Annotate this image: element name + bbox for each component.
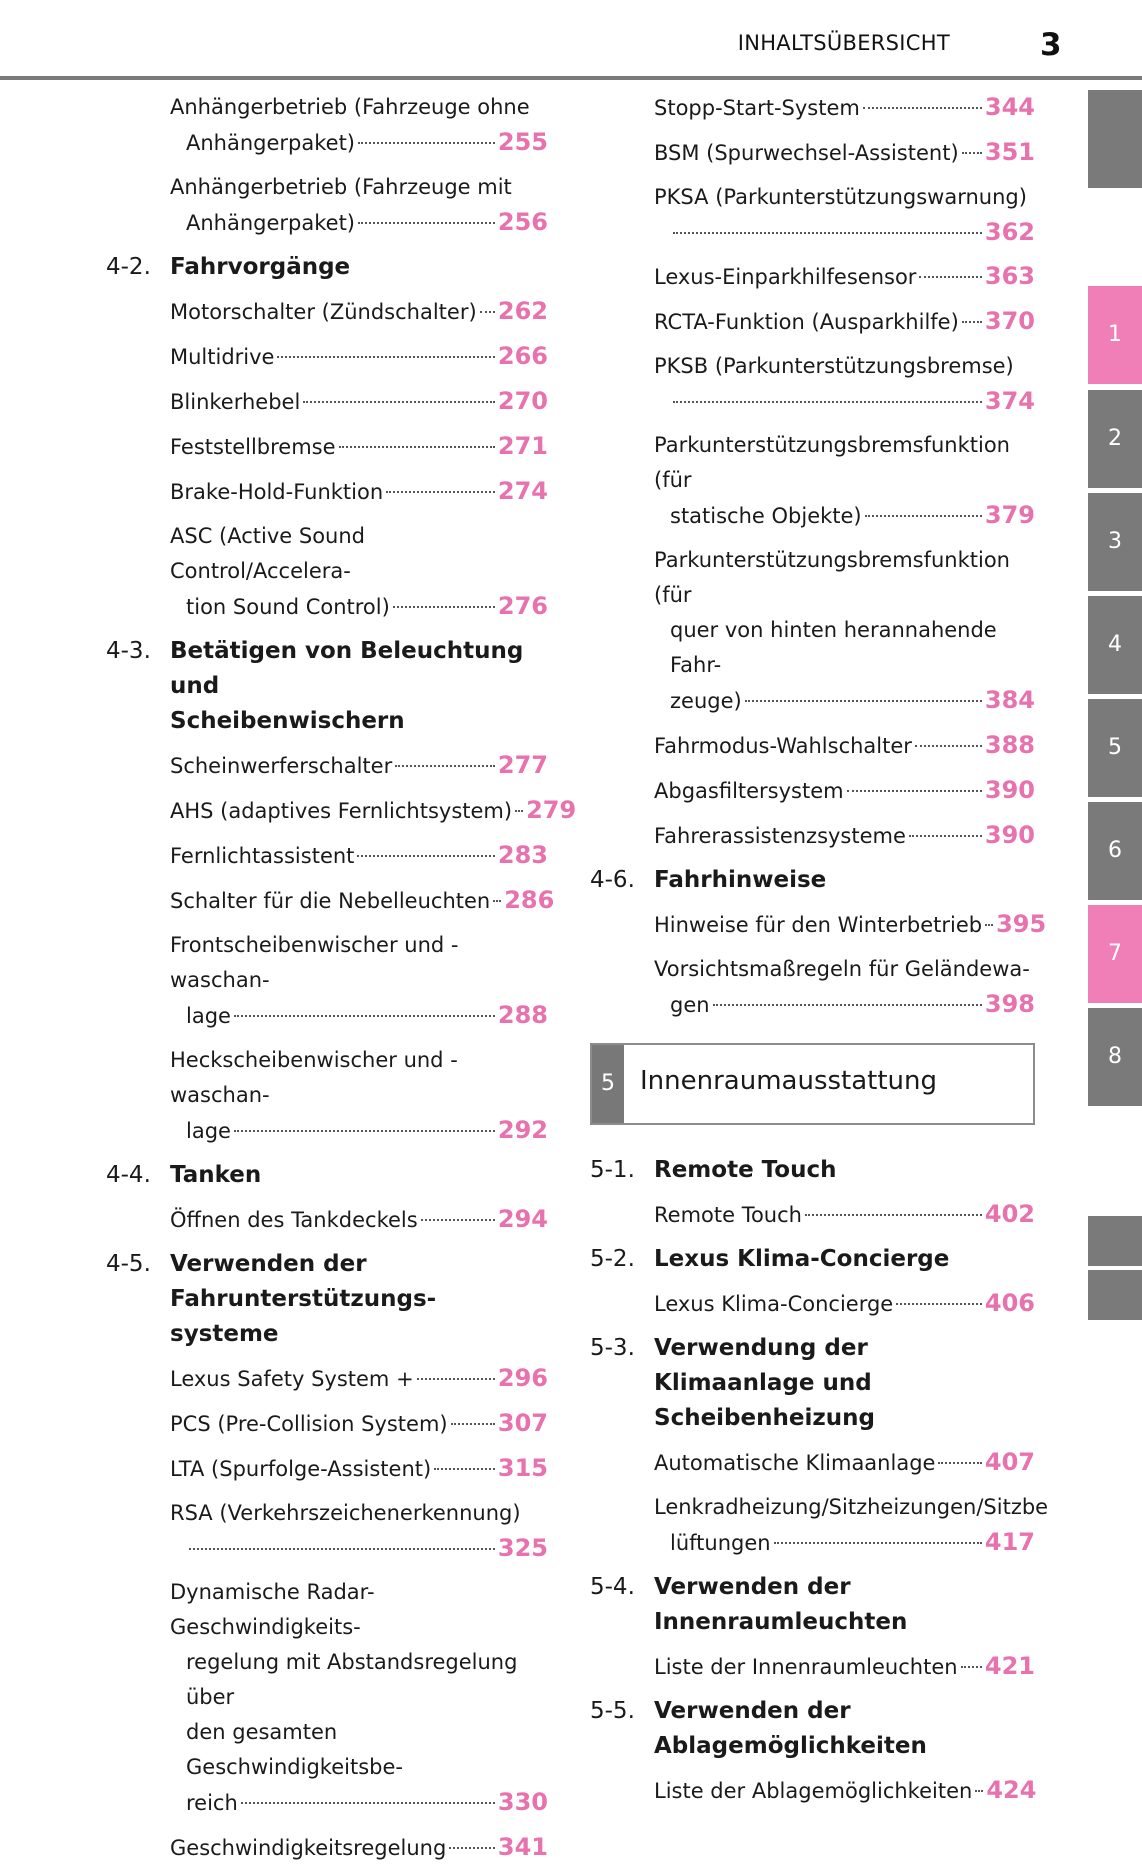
toc-entry-text: gen bbox=[670, 993, 710, 1017]
section-title: Verwenden der Ablagemöglichkeiten bbox=[654, 1698, 927, 1759]
toc-entry[interactable] bbox=[106, 1406, 548, 1442]
toc-page-link[interactable]: 262 bbox=[497, 297, 548, 325]
toc-entry-text: Parkunterstützungsbremsfunktion (für bbox=[654, 433, 1010, 492]
toc-entry-text: Parkunterstützungsbremsfunktion (für bbox=[654, 548, 1010, 607]
toc-entry-text: Liste der Innenraumleuchten bbox=[654, 1655, 958, 1679]
toc-page-link[interactable]: 270 bbox=[497, 387, 548, 415]
dot-leader bbox=[805, 1214, 982, 1216]
section-heading bbox=[590, 1153, 1035, 1188]
side-tab-8[interactable]: 8 bbox=[1088, 1008, 1142, 1106]
dot-leader bbox=[339, 446, 495, 448]
section-heading bbox=[106, 634, 548, 739]
toc-entry[interactable] bbox=[590, 1490, 1049, 1561]
toc-entry[interactable] bbox=[106, 1451, 548, 1487]
section-title: Fahrvorgänge bbox=[170, 254, 351, 280]
dot-leader bbox=[673, 232, 982, 234]
section-title: Remote Touch bbox=[654, 1157, 837, 1183]
toc-entry-text: Öffnen des Tankdeckels bbox=[170, 1208, 418, 1232]
toc-page-link[interactable]: 296 bbox=[497, 1364, 548, 1392]
dot-leader bbox=[985, 924, 993, 926]
header-divider bbox=[0, 76, 1142, 80]
toc-entry-text: statische Objekte) bbox=[670, 504, 862, 528]
section-number: 4-6. bbox=[590, 867, 635, 893]
section-title: Verwenden der Fahrunterstützungs- bbox=[170, 1251, 437, 1312]
toc-entry-text: Heckscheibenwischer und -waschan- bbox=[170, 1048, 458, 1107]
section-heading bbox=[106, 1158, 548, 1193]
toc-entry-text: Lexus Safety System + bbox=[170, 1367, 414, 1391]
chapter-title: Innenraumausstattung bbox=[640, 1066, 938, 1096]
toc-page-link[interactable]: 374 bbox=[984, 387, 1035, 415]
toc-entry-text: Motorschalter (Zündschalter) bbox=[170, 300, 477, 324]
dot-leader bbox=[189, 1548, 495, 1550]
side-tab-4[interactable]: 4 bbox=[1088, 596, 1142, 694]
toc-entry-text: regelung mit Abstandsregelung über bbox=[186, 1650, 518, 1709]
dot-leader bbox=[909, 835, 982, 837]
toc-entry[interactable] bbox=[106, 90, 548, 161]
section-title: Verwenden der Innenraumleuchten bbox=[654, 1574, 908, 1635]
toc-entry[interactable] bbox=[590, 90, 1035, 126]
section-title: Lexus Klima-Concierge bbox=[654, 1246, 950, 1272]
toc-entry[interactable] bbox=[590, 428, 1035, 534]
dot-leader bbox=[961, 1666, 982, 1668]
toc-entry[interactable] bbox=[590, 1445, 1035, 1481]
toc-entry[interactable] bbox=[106, 1496, 548, 1566]
toc-entry-text: lage bbox=[186, 1119, 231, 1143]
toc-page-link[interactable]: 379 bbox=[984, 501, 1035, 529]
toc-entry-text: quer von hinten herannahende Fahr- bbox=[670, 618, 997, 677]
dot-leader bbox=[938, 1462, 981, 1464]
toc-entry[interactable] bbox=[106, 793, 577, 829]
toc-entry[interactable] bbox=[590, 1649, 1035, 1685]
toc-page-link[interactable]: 390 bbox=[984, 776, 1035, 804]
toc-page-link[interactable]: 271 bbox=[497, 432, 548, 460]
dot-leader bbox=[962, 152, 982, 154]
toc-entry[interactable] bbox=[590, 259, 1035, 295]
dot-leader bbox=[395, 765, 495, 767]
section-heading bbox=[590, 1694, 1035, 1764]
toc-entry[interactable] bbox=[106, 429, 548, 465]
dot-leader bbox=[774, 1542, 982, 1544]
toc-entry-text: Hinweise für den Winterbetrieb bbox=[654, 913, 983, 937]
toc-entry-text: LTA (Spurfolge-Assistent) bbox=[170, 1457, 432, 1481]
toc-entry-text: PKSB (Parkunterstützungsbremse) bbox=[654, 354, 1014, 378]
side-tab-blank[interactable] bbox=[1088, 1270, 1142, 1320]
toc-entry[interactable] bbox=[590, 1197, 1035, 1233]
toc-entry-text: Abgasfiltersystem bbox=[654, 779, 844, 803]
section-title: Verwendung der Klimaanlage und bbox=[654, 1335, 872, 1396]
dot-leader bbox=[962, 321, 982, 323]
toc-entry-text: Frontscheibenwischer und -waschan- bbox=[170, 933, 459, 992]
toc-entry-text: Feststellbremse bbox=[170, 435, 336, 459]
toc-entry-text: Fernlichtassistent bbox=[170, 844, 355, 868]
toc-entry-text: RCTA-Funktion (Ausparkhilfe) bbox=[654, 310, 959, 334]
section-heading bbox=[590, 1242, 1035, 1277]
toc-page-link[interactable]: 407 bbox=[984, 1448, 1035, 1476]
toc-entry[interactable] bbox=[106, 1202, 548, 1238]
toc-page-link[interactable]: 283 bbox=[497, 841, 548, 869]
toc-page-link[interactable]: 276 bbox=[497, 592, 548, 620]
dot-leader bbox=[919, 276, 981, 278]
toc-entry[interactable] bbox=[590, 543, 1035, 719]
toc-page-link[interactable]: 256 bbox=[497, 208, 548, 236]
toc-entry[interactable] bbox=[106, 384, 548, 420]
toc-page-link[interactable]: 292 bbox=[497, 1116, 548, 1144]
toc-page-link[interactable]: 406 bbox=[984, 1289, 1035, 1317]
section-heading bbox=[590, 1570, 1035, 1640]
side-tab-1[interactable]: 1 bbox=[1088, 286, 1142, 384]
dot-leader bbox=[713, 1004, 982, 1006]
section-heading bbox=[590, 863, 1035, 898]
toc-entry[interactable] bbox=[590, 135, 1035, 171]
toc-page-link[interactable]: 370 bbox=[984, 307, 1035, 335]
toc-entry-text: Anhängerpaket) bbox=[186, 211, 356, 235]
toc-page-link[interactable]: 363 bbox=[984, 262, 1035, 290]
toc-entry-text: Lexus Klima-Concierge bbox=[654, 1292, 894, 1316]
toc-page-link[interactable]: 294 bbox=[497, 1205, 548, 1233]
toc-entry[interactable] bbox=[106, 170, 548, 241]
toc-entry-text: Anhängerbetrieb (Fahrzeuge ohne bbox=[170, 95, 530, 119]
toc-page-link[interactable]: 417 bbox=[984, 1528, 1035, 1556]
dot-leader bbox=[865, 515, 982, 517]
toc-entry-text: den gesamten Geschwindigkeitsbe- bbox=[186, 1720, 403, 1779]
dot-leader bbox=[745, 700, 982, 702]
section-number: 4-2. bbox=[106, 254, 151, 280]
toc-page-link[interactable]: 402 bbox=[984, 1200, 1035, 1228]
side-tab-7[interactable]: 7 bbox=[1088, 905, 1142, 1003]
section-number: 4-5. bbox=[106, 1251, 151, 1277]
toc-entry[interactable] bbox=[106, 519, 548, 625]
section-title: Scheibenheizung bbox=[654, 1405, 875, 1431]
toc-entry-text: Fahrerassistenzsysteme bbox=[654, 824, 906, 848]
toc-entry-text: reich bbox=[186, 1791, 238, 1815]
toc-entry[interactable] bbox=[590, 728, 1035, 764]
dot-leader bbox=[358, 222, 495, 224]
section-number: 5-1. bbox=[590, 1157, 635, 1183]
toc-page-link[interactable]: 274 bbox=[497, 477, 548, 505]
toc-page-link[interactable]: 266 bbox=[497, 342, 548, 370]
toc-entry[interactable] bbox=[106, 883, 555, 919]
toc-entry-text: zeuge) bbox=[670, 689, 742, 713]
toc-entry-text: Anhängerpaket) bbox=[186, 131, 356, 155]
dot-leader bbox=[277, 356, 494, 358]
dot-leader bbox=[358, 142, 495, 144]
toc-page-link[interactable]: 388 bbox=[984, 731, 1035, 759]
toc-entry[interactable] bbox=[106, 1575, 548, 1821]
toc-entry-text: ASC (Active Sound Control/Accelera- bbox=[170, 524, 365, 583]
toc-entry[interactable] bbox=[590, 773, 1035, 809]
toc-page-link[interactable]: 277 bbox=[497, 751, 548, 779]
chapter-number: 5 bbox=[592, 1045, 624, 1123]
toc-entry-text: lage bbox=[186, 1004, 231, 1028]
toc-page-link[interactable]: 330 bbox=[497, 1788, 548, 1816]
toc-entry[interactable] bbox=[106, 1043, 548, 1149]
toc-entry[interactable] bbox=[106, 339, 548, 375]
toc-page-link[interactable]: 279 bbox=[526, 796, 577, 824]
dot-leader bbox=[515, 810, 523, 812]
section-title: Tanken bbox=[170, 1162, 262, 1188]
section-heading bbox=[590, 1331, 1035, 1436]
dot-leader bbox=[393, 606, 495, 608]
toc-right-column bbox=[590, 90, 1049, 1818]
dot-leader bbox=[434, 1468, 495, 1470]
toc-entry-text: RSA (Verkehrszeichenerkennung) bbox=[170, 1501, 521, 1525]
section-number: 5-2. bbox=[590, 1246, 635, 1272]
toc-entry[interactable] bbox=[590, 1286, 1035, 1322]
section-number: 5-4. bbox=[590, 1574, 635, 1600]
toc-entry[interactable] bbox=[106, 1361, 548, 1397]
toc-page-link[interactable]: 351 bbox=[984, 138, 1035, 166]
side-tab-3[interactable]: 3 bbox=[1088, 493, 1142, 591]
toc-entry-text: Stopp-Start-System bbox=[654, 96, 860, 120]
side-tab-2[interactable]: 2 bbox=[1088, 390, 1142, 488]
toc-entry[interactable] bbox=[106, 928, 548, 1034]
dot-leader bbox=[234, 1130, 495, 1132]
toc-entry-text: PKSA (Parkunterstützungswarnung) bbox=[654, 185, 1027, 209]
toc-entry-text: Blinkerhebel bbox=[170, 390, 301, 414]
toc-page-link[interactable]: 344 bbox=[984, 93, 1035, 121]
side-tab-6[interactable]: 6 bbox=[1088, 802, 1142, 900]
toc-entry-text: BSM (Spurwechsel-Assistent) bbox=[654, 141, 959, 165]
dot-leader bbox=[847, 790, 982, 792]
toc-entry[interactable] bbox=[590, 818, 1035, 854]
toc-entry-text: Multidrive bbox=[170, 345, 275, 369]
dot-leader bbox=[449, 1847, 495, 1849]
toc-page-link[interactable]: 325 bbox=[497, 1534, 548, 1562]
dot-leader bbox=[673, 401, 982, 403]
toc-entry-text: AHS (adaptives Fernlichtsystem) bbox=[170, 799, 513, 823]
dot-leader bbox=[303, 401, 495, 403]
toc-page-link[interactable]: 421 bbox=[984, 1652, 1035, 1680]
toc-left-column bbox=[106, 90, 577, 1875]
toc-page-link[interactable]: 307 bbox=[497, 1409, 548, 1437]
toc-entry-text: tion Sound Control) bbox=[186, 595, 390, 619]
dot-leader bbox=[421, 1219, 495, 1221]
toc-entry[interactable] bbox=[106, 294, 548, 330]
toc-entry-text: Liste der Ablagemöglichkeiten bbox=[654, 1779, 973, 1803]
toc-entry[interactable] bbox=[590, 349, 1035, 419]
section-number: 4-4. bbox=[106, 1162, 151, 1188]
dot-leader bbox=[357, 855, 494, 857]
toc-entry-text: Automatische Klimaanlage bbox=[654, 1451, 936, 1475]
toc-entry[interactable] bbox=[590, 180, 1035, 250]
toc-page-link[interactable]: 341 bbox=[497, 1833, 548, 1861]
toc-page-link[interactable]: 424 bbox=[986, 1776, 1037, 1804]
toc-entry[interactable] bbox=[590, 1773, 1035, 1809]
toc-entry-text: Schalter für die Nebelleuchten bbox=[170, 889, 491, 913]
dot-leader bbox=[234, 1015, 495, 1017]
section-title: Scheibenwischern bbox=[170, 708, 405, 734]
toc-entry[interactable] bbox=[106, 748, 548, 784]
toc-entry-text: Geschwindigkeitsregelung bbox=[170, 1836, 447, 1860]
toc-page-link[interactable]: 384 bbox=[984, 686, 1035, 714]
toc-page-link[interactable]: 286 bbox=[504, 886, 555, 914]
toc-page-link[interactable]: 255 bbox=[497, 128, 548, 156]
section-heading bbox=[106, 250, 548, 285]
section-title: Betätigen von Beleuchtung und bbox=[170, 638, 524, 699]
side-tab-blank[interactable] bbox=[1088, 1216, 1142, 1266]
toc-entry[interactable] bbox=[106, 474, 548, 510]
dot-leader bbox=[417, 1378, 495, 1380]
toc-entry-text: Dynamische Radar-Geschwindigkeits- bbox=[170, 1580, 375, 1639]
toc-entry[interactable] bbox=[106, 838, 548, 874]
dot-leader bbox=[493, 900, 501, 902]
section-number: 5-5. bbox=[590, 1698, 635, 1724]
toc-entry[interactable] bbox=[590, 304, 1035, 340]
section-title: Fahrhinweise bbox=[654, 867, 827, 893]
toc-entry-text: Anhängerbetrieb (Fahrzeuge mit bbox=[170, 175, 512, 199]
toc-entry-text: lüftungen bbox=[670, 1531, 771, 1555]
side-tab-5[interactable]: 5 bbox=[1088, 699, 1142, 797]
side-tab-blank[interactable] bbox=[1088, 90, 1142, 188]
chapter-banner bbox=[590, 1043, 1035, 1125]
toc-entry-text: Brake-Hold-Funktion bbox=[170, 480, 384, 504]
toc-entry[interactable] bbox=[590, 952, 1035, 1023]
toc-entry-text: Lenkradheizung/Sitzheizungen/Sitzbe bbox=[654, 1495, 1049, 1519]
toc-page-link[interactable]: 362 bbox=[984, 218, 1035, 246]
section-number: 5-3. bbox=[590, 1335, 635, 1361]
page-number: 3 bbox=[1040, 27, 1062, 63]
toc-page-link[interactable]: 395 bbox=[996, 910, 1047, 938]
toc-entry-text: PCS (Pre-Collision System) bbox=[170, 1412, 448, 1436]
dot-leader bbox=[480, 311, 495, 313]
toc-entry-text: Scheinwerferschalter bbox=[170, 754, 393, 778]
page-header-title: INHALTSÜBERSICHT bbox=[737, 31, 950, 55]
section-title: systeme bbox=[170, 1321, 279, 1347]
section-heading bbox=[106, 1247, 548, 1352]
dot-leader bbox=[451, 1423, 495, 1425]
toc-page-link[interactable]: 398 bbox=[984, 990, 1035, 1018]
toc-page-link[interactable]: 315 bbox=[497, 1454, 548, 1482]
dot-leader bbox=[241, 1802, 495, 1804]
dot-leader bbox=[975, 1790, 983, 1792]
toc-page-link[interactable]: 288 bbox=[497, 1001, 548, 1029]
section-number: 4-3. bbox=[106, 638, 151, 664]
dot-leader bbox=[896, 1303, 982, 1305]
toc-entry-text: Remote Touch bbox=[654, 1203, 802, 1227]
toc-page-link[interactable]: 390 bbox=[984, 821, 1035, 849]
toc-entry-text: Fahrmodus-Wahlschalter bbox=[654, 734, 912, 758]
toc-entry[interactable] bbox=[590, 907, 1047, 943]
dot-leader bbox=[386, 491, 495, 493]
dot-leader bbox=[863, 107, 982, 109]
dot-leader bbox=[915, 745, 982, 747]
toc-entry[interactable] bbox=[106, 1830, 548, 1866]
toc-entry-text: Lexus-Einparkhilfesensor bbox=[654, 265, 917, 289]
toc-entry-text: Vorsichtsmaßregeln für Geländewa- bbox=[654, 957, 1030, 981]
